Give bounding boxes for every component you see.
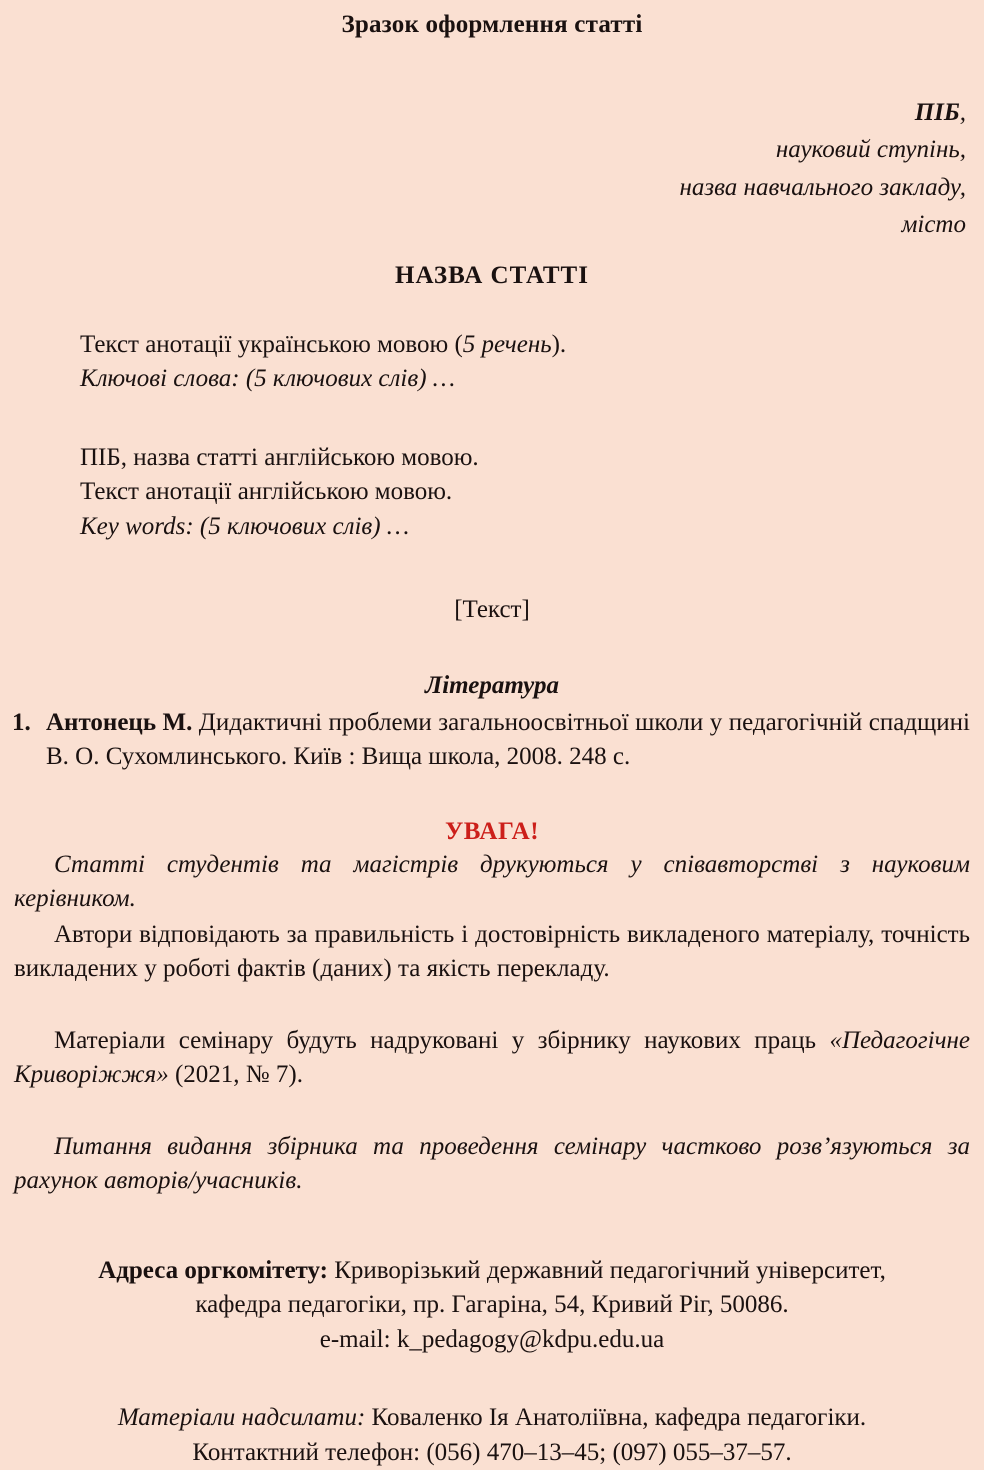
journal-name: «Педагогічне Криворіжжя» bbox=[14, 1026, 970, 1088]
author-affiliation-block bbox=[8, 94, 966, 244]
abstract-ukrainian bbox=[80, 328, 976, 397]
abstract-en-keywords: Key words: (5 ключових слів) … bbox=[80, 512, 410, 540]
author-name-comma: , bbox=[959, 98, 966, 126]
attention-paragraph-4: Питання видання збірника та проведення семінару частково розв’язуються за рахунок авторів/учасників. bbox=[14, 1132, 970, 1194]
page-title: Зразок оформлення статті bbox=[341, 11, 643, 38]
article-title: НАЗВА СТАТТІ bbox=[395, 261, 589, 289]
author-institution: назва навчального закладу, bbox=[679, 173, 966, 201]
send-materials-line bbox=[18, 1401, 966, 1436]
send-materials-label: Матеріали надсилати: bbox=[117, 1404, 366, 1432]
abstract-english bbox=[80, 441, 976, 545]
abstract-uk-keywords: Ключові слова: (5 ключових слів) … bbox=[80, 365, 456, 393]
document-page bbox=[0, 8, 984, 1466]
contact-phone-line: Контактний телефон: (056) 470–13–45; (097) 055–37–57. bbox=[192, 1438, 792, 1466]
attention-paragraph-1: Статті студентів та магістрів друкуються у співавторстві з науковим керівником. bbox=[14, 850, 970, 912]
abstract-uk-line bbox=[80, 328, 976, 363]
references-list bbox=[8, 706, 976, 774]
address-university: Криворізький державний педагогічний університет, bbox=[328, 1256, 886, 1284]
abstract-en-text: Текст анотації англійською мовою. bbox=[80, 478, 453, 506]
attention-paragraph-3 bbox=[14, 1024, 970, 1092]
reference-number: 1. bbox=[12, 709, 31, 737]
publication-text-a: Матеріали семінару будуть надруковані у збірнику наукових праць bbox=[54, 1026, 830, 1054]
body-text-placeholder: [Текст] bbox=[454, 596, 530, 624]
abstract-uk-text-c: ). bbox=[551, 330, 567, 358]
author-degree: науковий ступінь, bbox=[775, 136, 966, 164]
author-name: ПІБ bbox=[914, 98, 960, 126]
email-label: e-mail: bbox=[319, 1325, 397, 1353]
author-name-line bbox=[8, 94, 966, 132]
email-value[interactable]: k_pedagogy@kdpu.edu.ua bbox=[396, 1325, 665, 1353]
organizing-committee-address bbox=[18, 1254, 966, 1358]
author-city: місто bbox=[901, 211, 966, 239]
email-line bbox=[18, 1323, 966, 1358]
reference-author: Антонець М. bbox=[46, 709, 193, 737]
attention-heading: УВАГА! bbox=[444, 817, 540, 845]
publication-text-c: (2021, № 7). bbox=[168, 1060, 303, 1088]
address-line-2: кафедра педагогіки, пр. Гагаріна, 54, Кривий Ріг, 50086. bbox=[195, 1291, 789, 1319]
attention-paragraph-2: Автори відповідають за правильність і достовірність викладеного матеріалу, точність викладених у роботі фактів (даних) та якість перекладу. bbox=[14, 920, 970, 982]
send-materials-person: Коваленко Ія Анатоліївна, кафедра педагогіки. bbox=[365, 1404, 867, 1432]
list-item bbox=[8, 706, 970, 774]
address-line-1 bbox=[18, 1254, 966, 1289]
abstract-uk-text-a: Текст анотації українською мовою ( bbox=[80, 330, 463, 358]
reference-text: Дидактичні проблеми загальноосвітньої школи у педагогічній спадщині В. О. Сухомлинського. Київ : Вища школа, 2008. 248 с. bbox=[46, 709, 970, 770]
abstract-en-name-title: ПІБ, назва статті англійською мовою. bbox=[80, 443, 479, 471]
address-label: Адреса оргкомітету: bbox=[98, 1256, 328, 1284]
abstract-uk-sentences-count: 5 речень bbox=[462, 330, 552, 358]
references-heading: Література bbox=[425, 672, 559, 700]
submission-contact bbox=[18, 1401, 966, 1470]
